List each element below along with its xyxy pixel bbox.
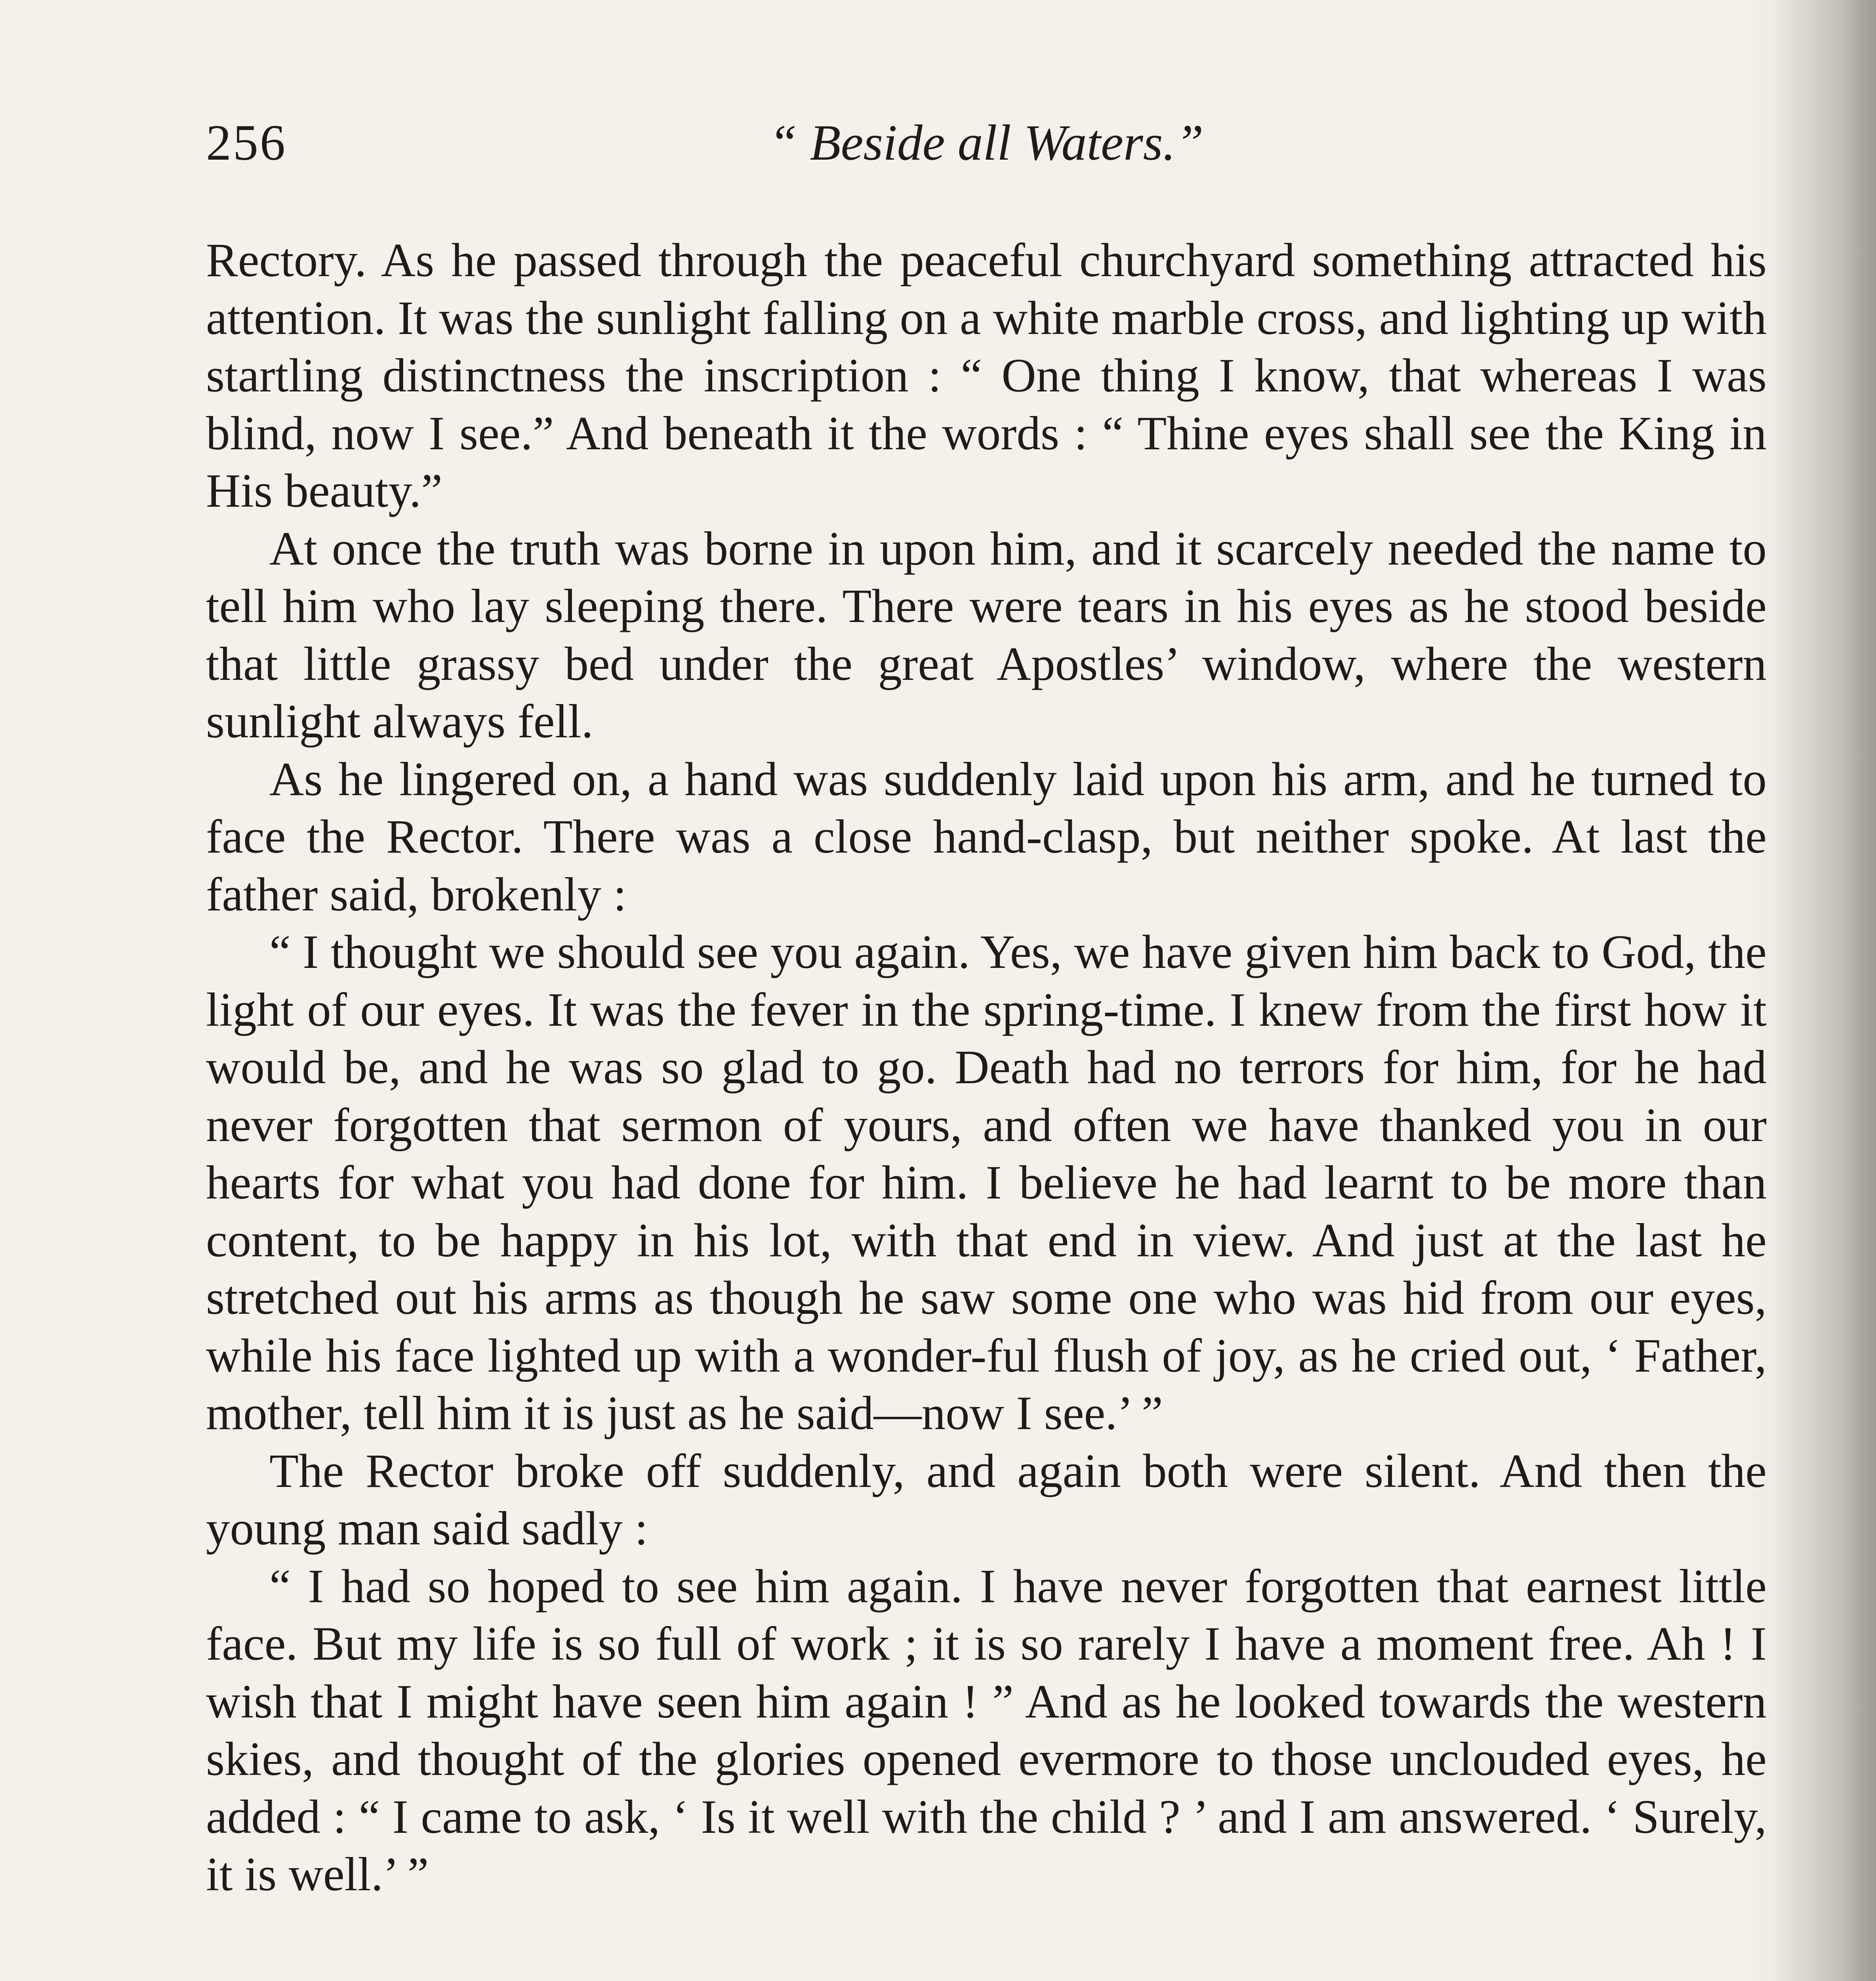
paragraph: Rectory. As he passed through the peaceful churchyard something attracted his attention. It was the sunlight falling on a white marble cross, and lighting up with startling distinctness the inscription : “ One thing I know, that whereas I was blind, now I see.” And beneath it the words : “ Thine eyes shall see the King in His beauty.” [206,234,1767,517]
section-break [206,1904,1767,1981]
paragraph: “ I had so hoped to see him again. I have never forgotten that earnest little face. But my life is so full of work ; it is so rarely I have a moment free. Ah ! I wish that I might have seen him again ! ” And as he looked towards the western skies, and thought of the glories opened evermore to those unclouded eyes, he added : “ I came to ask, ‘ Is it well with the child ? ’ and I am answered. ‘ Surely, it is well.’ ” [206,1559,1767,1901]
paragraph: The Rector broke off suddenly, and again both were silent. And then the young man said sadly : [206,1444,1767,1555]
running-header [206,107,1767,178]
spine-shadow [1773,0,1876,1981]
paragraph: “ I thought we should see you again. Yes, we have given him back to God, the light of our eyes. It was the fever in the spring-time. I knew from the first how it would be, and he was so glad to go. Death had no terrors for him, for he had never forgotten that sermon of yours, and often we have thanked you in our hearts for what you had done for him. I believe he had learnt to be more than content, to be happy in his lot, with that end in view. And just at the last he stretched out his arms as though he saw some one who was hid from our eyes, while his face lighted up with a wonder-ful flush of joy, as he cried out, ‘ Father, mother, tell him it is just as he said—now I see.’ ” [206,926,1767,1440]
page-number: 256 [206,115,287,171]
body-text [206,232,1767,1981]
paragraph: As he lingered on, a hand was suddenly laid upon his arm, and he turned to face the Rector. There was a close hand-clasp, but neither spoke. At last the father said, brokenly : [206,752,1767,921]
running-title: “ Beside all Waters.” [769,115,1204,171]
paragraph: At once the truth was borne in upon him, and it scarcely needed the name to tell him who lay sleeping there. There were tears in his eyes as he stood beside that little grassy bed under the great Apostles’ window, where the western sunlight always fell. [206,522,1767,748]
